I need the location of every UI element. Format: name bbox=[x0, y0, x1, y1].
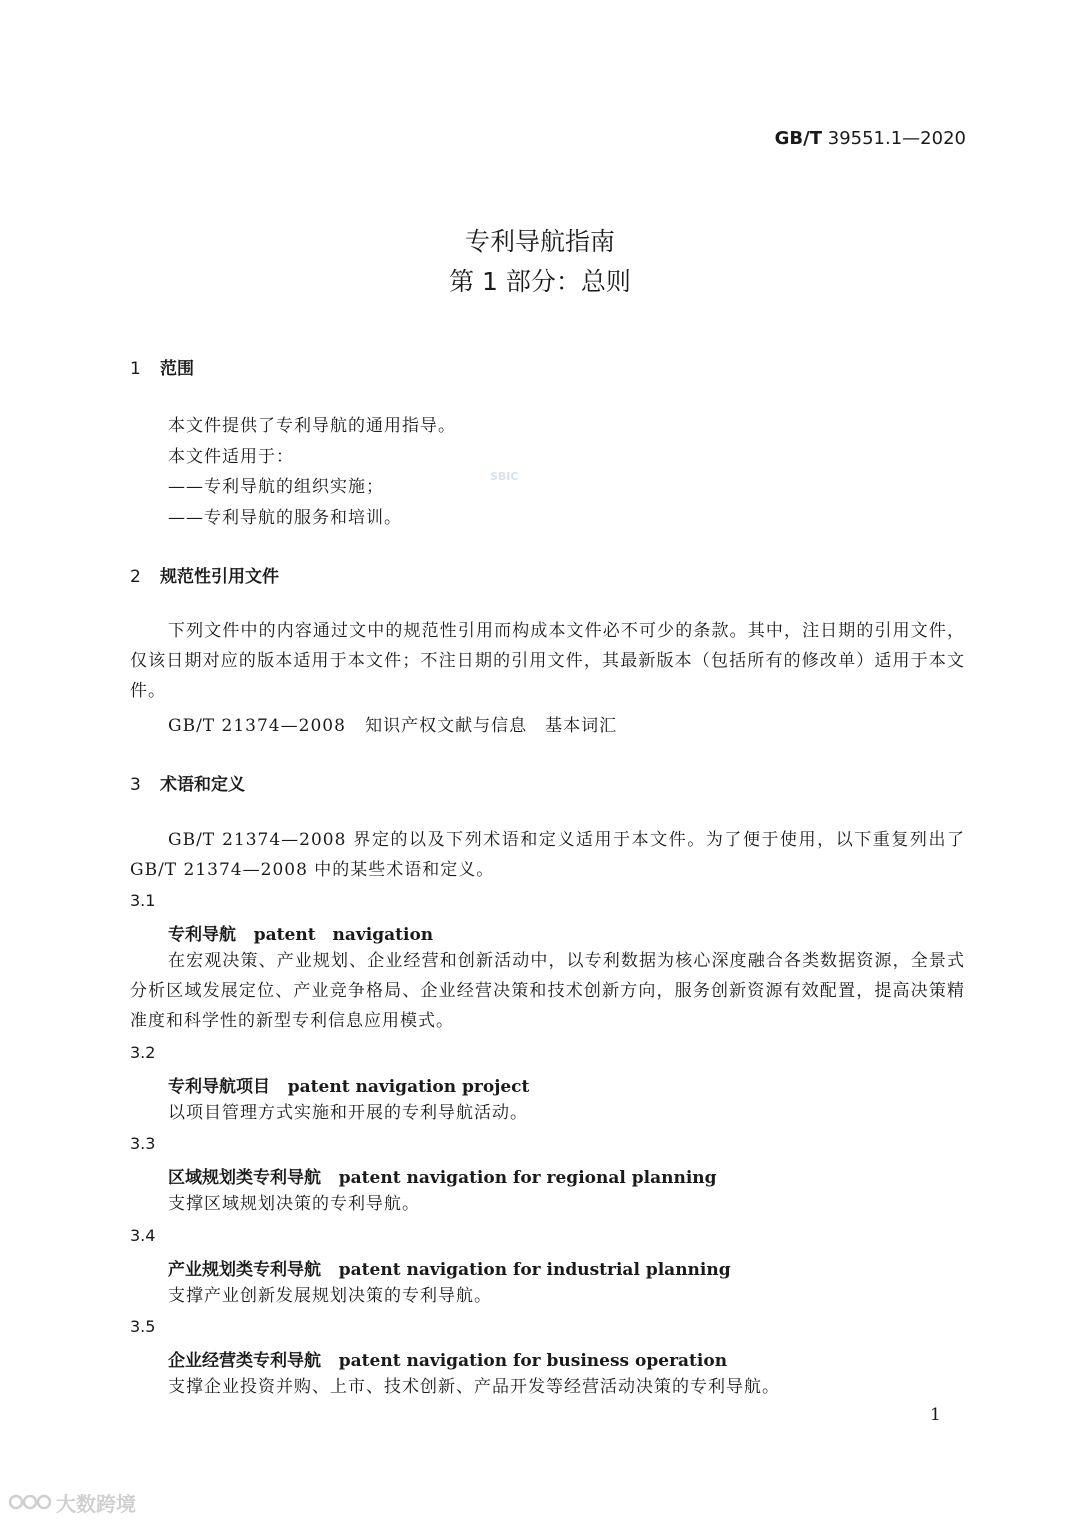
term-heading bbox=[168, 1072, 529, 1097]
term-number: 3.3 bbox=[130, 1134, 156, 1153]
list-item: ——专利导航的组织实施； bbox=[168, 477, 384, 497]
term-number: 3.4 bbox=[130, 1226, 156, 1245]
reference-title: 知识产权文献与信息 基本词汇 bbox=[365, 716, 618, 736]
term-heading bbox=[168, 1255, 731, 1280]
term-chinese: 专利导航 bbox=[168, 925, 236, 945]
watermark-text: 大数跨境 bbox=[56, 1491, 136, 1516]
section-1-heading bbox=[130, 354, 194, 379]
list-item: ——专利导航的服务和培训。 bbox=[168, 508, 402, 528]
section-title: 范围 bbox=[160, 359, 194, 379]
term-chinese: 企业经营类专利导航 bbox=[168, 1351, 321, 1371]
reference-code: GB/T 21374—2008 bbox=[168, 716, 346, 736]
watermark-stamp: SBIC bbox=[490, 470, 519, 483]
term-english: patent navigation bbox=[253, 925, 434, 945]
term-definition: 在宏观决策、产业规划、企业经营和创新活动中，以专利数据为核心深度融合各类数据资源，全景式分析区域发展定位、产业竞争格局、企业经营决策和技术创新方向，服务创新资源有效配置，提高决策精准度和科学性的新型专利信息应用模式。 bbox=[130, 951, 965, 1031]
section-3-heading bbox=[130, 770, 245, 795]
standard-number: 39551.1—2020 bbox=[827, 128, 966, 149]
watermark-logo bbox=[8, 1490, 136, 1514]
page-number: 1 bbox=[930, 1405, 941, 1425]
term-heading bbox=[168, 1346, 727, 1371]
section-2-heading bbox=[130, 562, 279, 587]
term-number: 3.2 bbox=[130, 1043, 156, 1062]
section-title: 术语和定义 bbox=[160, 775, 245, 795]
term-definition: 支撑区域规划决策的专利导航。 bbox=[168, 1194, 420, 1214]
logo-icon bbox=[8, 1490, 52, 1514]
section-1-paragraph-2: 本文件适用于： bbox=[168, 447, 294, 467]
term-definition: 支撑企业投资并购、上市、技术创新、产品开发等经营活动决策的专利导航。 bbox=[168, 1377, 780, 1397]
document-title: 专利导航指南 bbox=[464, 227, 615, 256]
section-number: 2 bbox=[130, 567, 141, 587]
term-english: patent navigation for industrial planning bbox=[338, 1260, 731, 1280]
term-english: patent navigation for regional planning bbox=[338, 1168, 717, 1188]
section-1-paragraph-1: 本文件提供了专利导航的通用指导。 bbox=[168, 416, 456, 436]
term-chinese: 产业规划类专利导航 bbox=[168, 1260, 321, 1280]
document-subtitle: 第 1 部分：总则 bbox=[449, 267, 631, 296]
standard-code bbox=[775, 128, 966, 149]
term-chinese: 专利导航项目 bbox=[168, 1077, 270, 1097]
section-2-paragraph: 下列文件中的内容通过文中的规范性引用而构成本文件必不可少的条款。其中，注日期的引用文件，仅该日期对应的版本适用于本文件；不注日期的引用文件，其最新版本（包括所有的修改单）适用于本文件。 bbox=[130, 621, 965, 701]
term-heading bbox=[168, 920, 433, 945]
section-number: 3 bbox=[130, 775, 141, 795]
section-number: 1 bbox=[130, 359, 141, 379]
term-definition: 以项目管理方式实施和开展的专利导航活动。 bbox=[168, 1103, 528, 1123]
section-title: 规范性引用文件 bbox=[160, 567, 279, 587]
section-3-paragraph: GB/T 21374—2008 界定的以及下列术语和定义适用于本文件。为了便于使用，以下重复列出了 GB/T 21374—2008 中的某些术语和定义。 bbox=[130, 830, 965, 880]
term-definition: 支撑产业创新发展规划决策的专利导航。 bbox=[168, 1286, 492, 1306]
term-english: patent navigation for business operation bbox=[338, 1351, 728, 1371]
term-english: patent navigation project bbox=[287, 1077, 530, 1097]
term-chinese: 区域规划类专利导航 bbox=[168, 1168, 321, 1188]
term-number: 3.1 bbox=[130, 891, 156, 910]
term-heading bbox=[168, 1163, 717, 1188]
normative-reference bbox=[168, 711, 617, 736]
standard-prefix: GB/T bbox=[774, 128, 823, 149]
term-number: 3.5 bbox=[130, 1317, 156, 1336]
